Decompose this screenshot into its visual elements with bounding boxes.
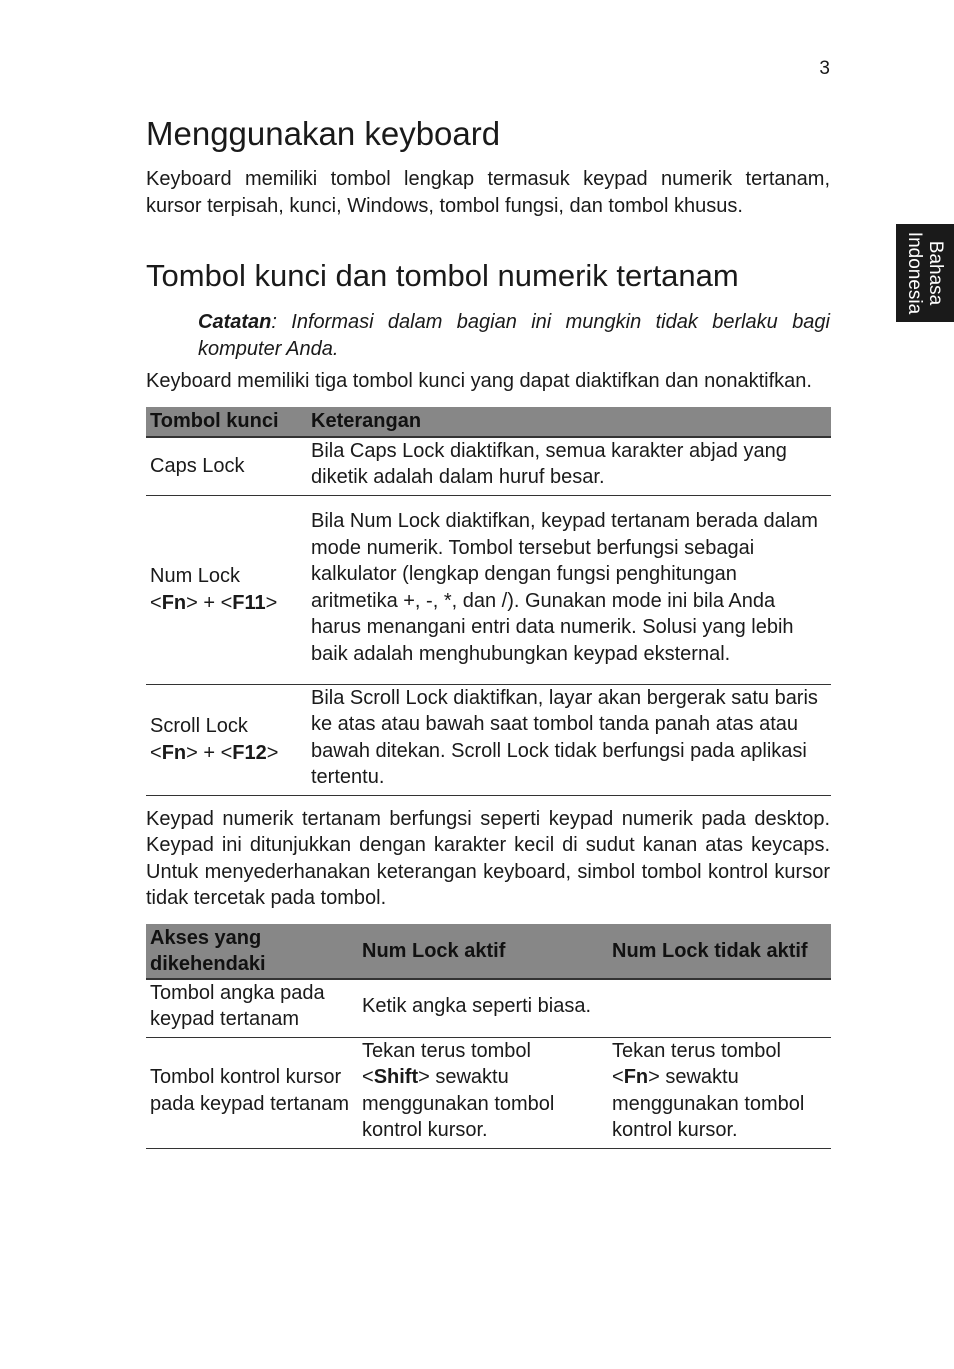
page-content	[146, 114, 830, 1149]
keypad-paragraph: Keypad numerik tertanam berfungsi seperti keypad numerik pada desktop. Keypad ini ditunjukkan dengan karakter kecil di sudut kanan atas keycaps. Untuk menyederhanakan keterangan keyboard, simbol tombol kontrol kursor tidak tercetak pada tombol.	[146, 807, 830, 909]
lock-key-description: Bila Scroll Lock diaktifkan, layar akan bergerak satu baris ke atas atau bawah saat tombol tanda panah atas atau bawah ditekan. Scroll Lock tidak berfungsi pada aplikasi tertentu.	[307, 684, 831, 795]
access-cell: Tombol kontrol kursor pada keypad tertanam	[146, 1037, 358, 1148]
table-row	[146, 1037, 831, 1148]
table-row	[146, 495, 831, 684]
lock-keys-intro: Keyboard memiliki tiga tombol kunci yang dapat diaktifkan dan nonaktifkan.	[146, 370, 812, 392]
numlock-off-cell	[608, 1037, 831, 1148]
note-label: Catatan	[198, 311, 272, 333]
instruction-text: > sewaktu menggunakan tombol kontrol kursor.	[612, 1066, 805, 1141]
page-number: 3	[819, 58, 830, 79]
fn-key: Fn	[623, 1066, 649, 1088]
lock-key-cell	[146, 684, 307, 795]
lock-key-cell	[146, 495, 307, 684]
table-header-row	[146, 924, 831, 979]
access-table	[146, 924, 831, 1149]
instruction-text: Tekan terus tombol <	[612, 1039, 781, 1088]
lock-key-name: Num Lock	[150, 565, 241, 587]
note-paragraph	[198, 309, 830, 362]
instruction-text: Tekan terus tombol <	[362, 1039, 531, 1088]
language-tab	[896, 224, 954, 322]
combo-fn-key: Fn	[161, 591, 187, 614]
instruction-text: > sewaktu menggunakan tombol kontrol kursor.	[362, 1066, 555, 1141]
lock-keys-table	[146, 407, 831, 796]
header-numlock-on: Num Lock aktif	[358, 924, 608, 979]
language-tab-line1: Bahasa	[925, 240, 946, 306]
numlock-off-cell	[608, 979, 831, 1038]
header-description: Keterangan	[307, 407, 831, 437]
table-row	[146, 979, 831, 1038]
shift-key: Shift	[373, 1066, 419, 1088]
lock-key-description: Bila Num Lock diaktifkan, keypad tertanam berada dalam mode numerik. Tombol tersebut berfungsi sebagai kalkulator (lengkap dengan fungsi penghitungan aritmetika +, -, *, dan /). Gunakan mode ini bila Anda harus menangani entri data numerik. Solusi yang lebih baik adalah menghubungkan keypad eksternal.	[307, 495, 831, 684]
language-tab-line2: Indonesia	[904, 231, 925, 315]
numlock-on-cell	[358, 1037, 608, 1148]
table-row	[146, 437, 831, 496]
section-title-lock-keys: Tombol kunci dan tombol numerik tertanam	[146, 258, 739, 293]
header-lock-key: Tombol kunci	[146, 407, 307, 437]
combo-f-key: F11	[232, 591, 266, 614]
section-title-keyboard: Menggunakan keyboard	[146, 115, 501, 152]
numlock-on-cell: Ketik angka seperti biasa.	[358, 979, 608, 1038]
lock-key-description: Bila Caps Lock diaktifkan, semua karakter abjad yang diketik adalah dalam huruf besar.	[307, 437, 831, 496]
table-row	[146, 684, 831, 795]
combo-fn-key: Fn	[161, 741, 187, 764]
combo-f-key: F12	[232, 741, 267, 764]
header-access: Akses yang dikehendaki	[146, 924, 358, 979]
access-cell: Tombol angka pada keypad tertanam	[146, 979, 358, 1038]
header-numlock-off: Num Lock tidak aktif	[608, 924, 831, 979]
keyboard-intro-paragraph: Keyboard memiliki tombol lengkap termasuk keypad numerik tertanam, kursor terpisah, kunci, Windows, tombol fungsi, dan tombol khusus.	[146, 168, 830, 217]
lock-key-combo: <Fn> + <F11>	[150, 591, 278, 614]
table-header-row	[146, 407, 831, 437]
lock-key-combo: <Fn> + <F12>	[150, 741, 279, 764]
note-text: : Informasi dalam bagian ini mungkin tidak berlaku bagi komputer Anda.	[198, 311, 830, 360]
lock-key-name: Caps Lock	[146, 437, 307, 496]
lock-key-name: Scroll Lock	[150, 715, 248, 737]
